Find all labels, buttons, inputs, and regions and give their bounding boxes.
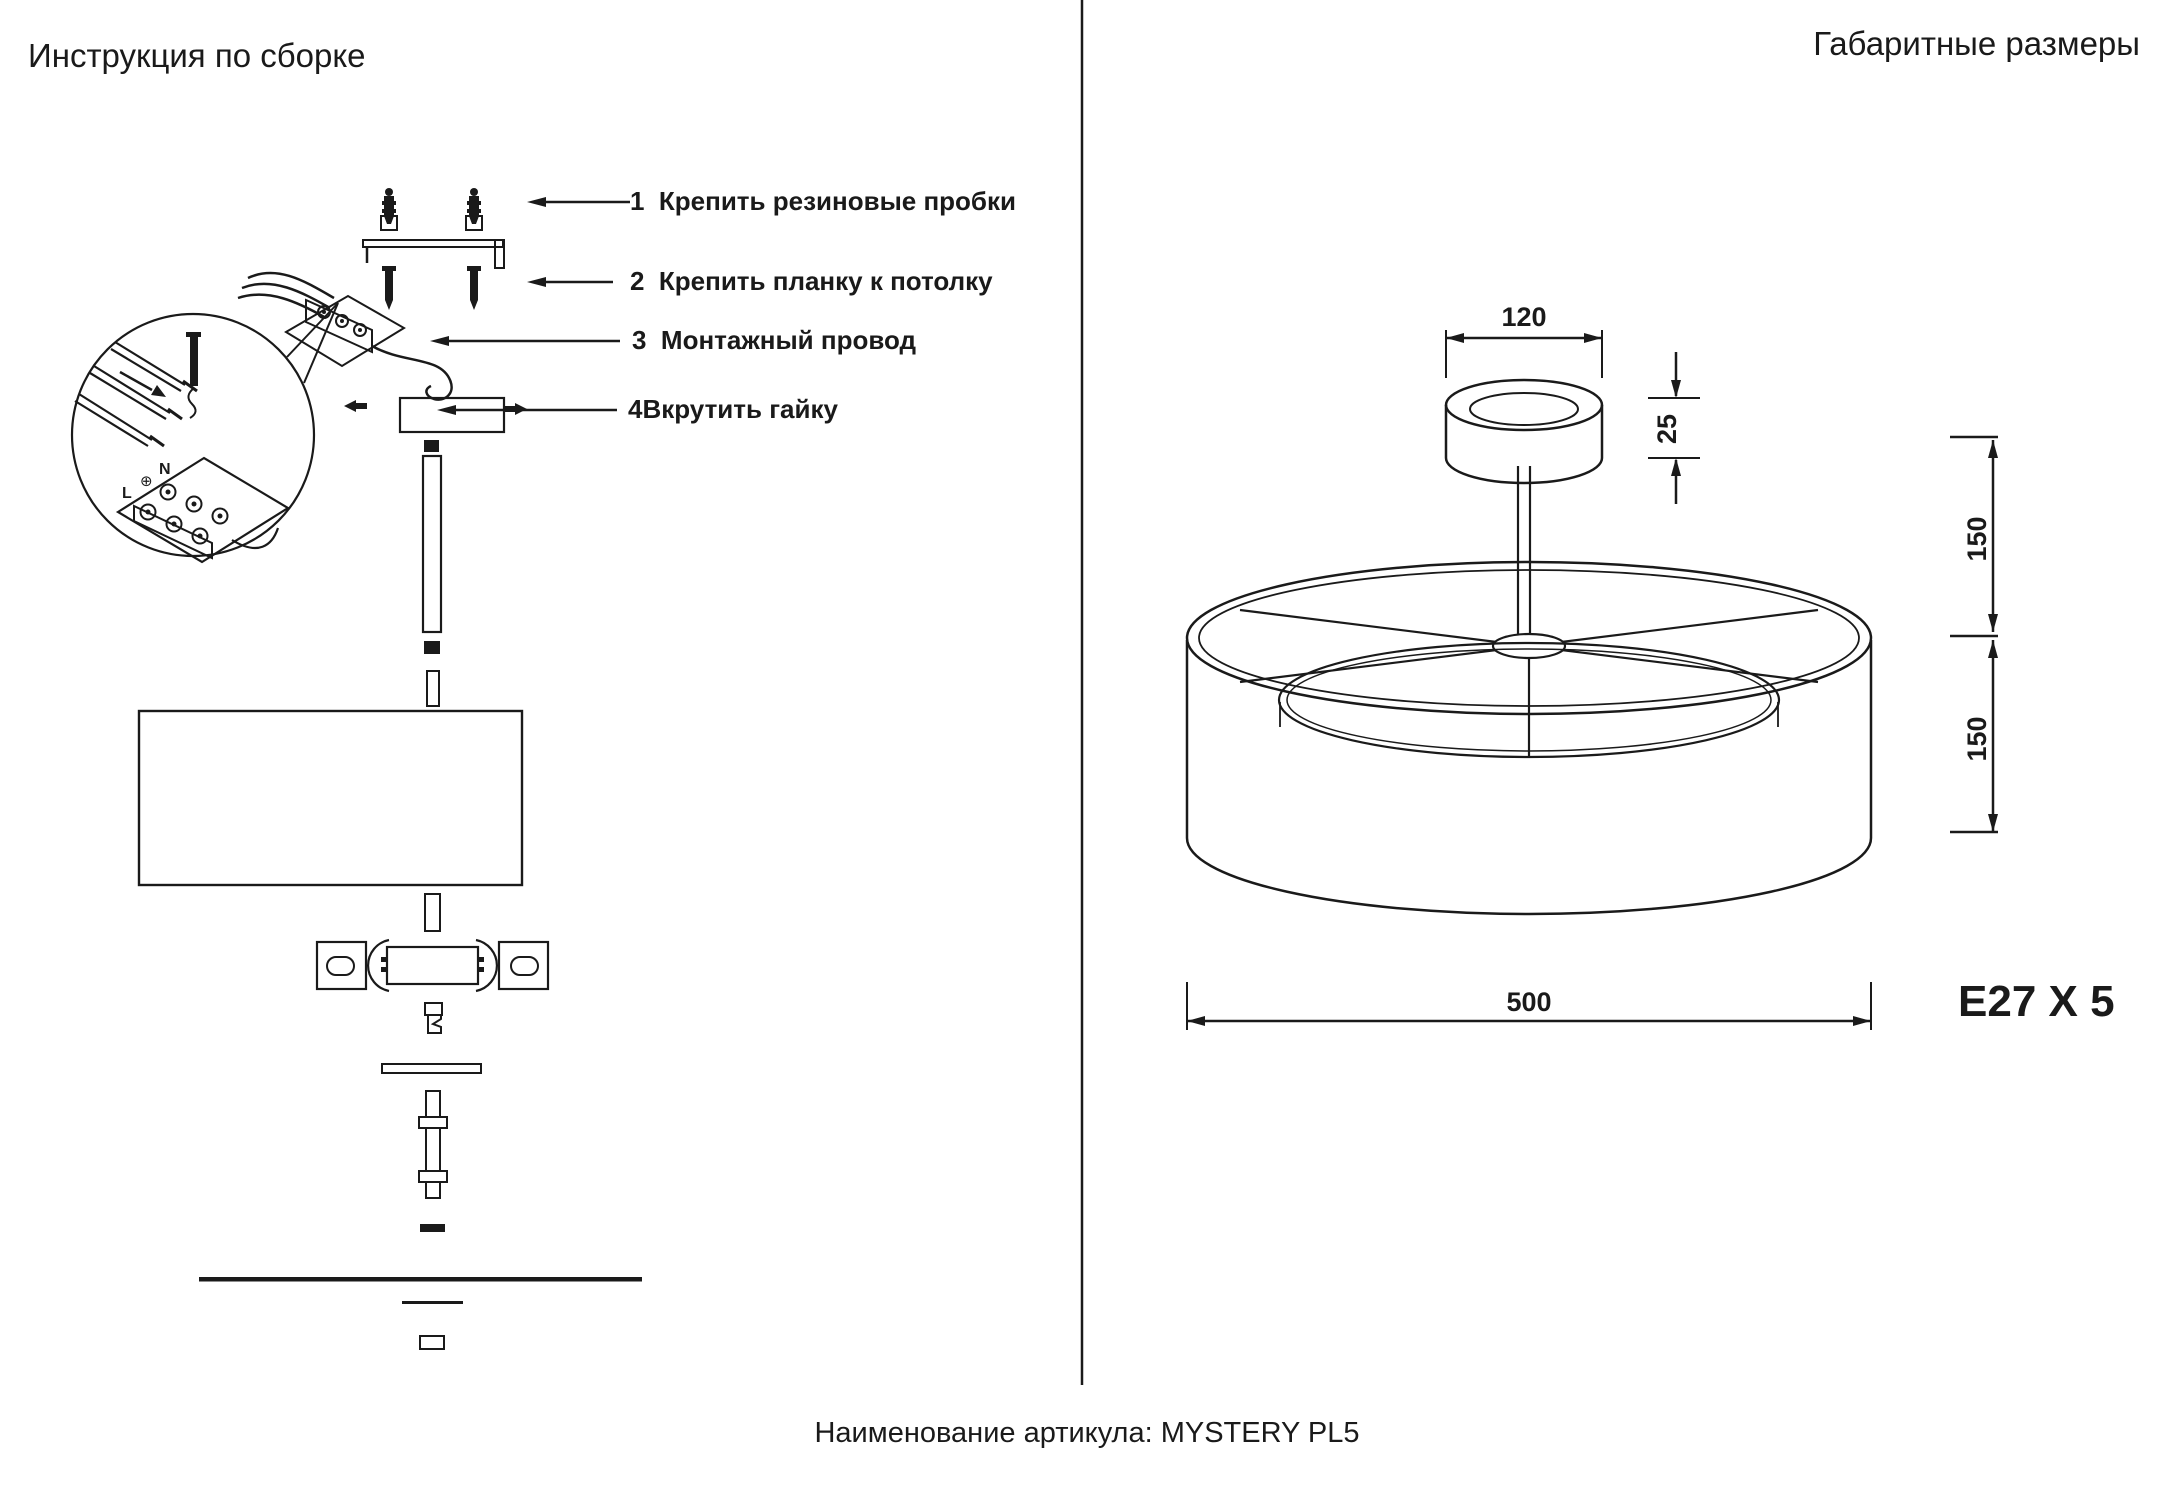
dim-label-25: 25 xyxy=(1652,413,1682,445)
supply-wires-terminal-block xyxy=(238,273,452,400)
dim-label-500: 500 xyxy=(1506,987,1552,1017)
callout-3-mounting-wire: 3 Монтажный провод xyxy=(632,325,917,355)
bulb-sockets-assembly xyxy=(317,894,548,991)
canopy xyxy=(1446,380,1602,483)
right-panel-title: Габаритные размеры xyxy=(1813,25,2140,62)
dim-label-150-upper: 150 xyxy=(1962,516,1992,562)
shade-panel xyxy=(139,711,522,885)
article-name-label: Наименование артикула: MYSTERY PL5 xyxy=(814,1417,1360,1449)
dim-label-120: 120 xyxy=(1501,302,1547,332)
stem xyxy=(1518,466,1530,642)
mounting-screws xyxy=(382,266,481,310)
socket-spec-label: E27 X 5 xyxy=(1958,977,2115,1026)
left-panel-title: Инструкция по сборке xyxy=(28,37,366,74)
callout-1-rubber-plugs: 1 Крепить резиновые пробки xyxy=(630,186,1016,216)
dim-canopy-width xyxy=(1446,330,1602,378)
mounting-bar xyxy=(363,240,504,268)
callout-4-screw-nut: 4Вкрутить гайку xyxy=(628,394,838,424)
callout-2-ceiling-bar: 2 Крепить планку к потолку xyxy=(630,266,993,296)
detail-bubble xyxy=(72,303,338,562)
callout-arrows xyxy=(430,197,630,415)
wall-plugs xyxy=(381,188,482,230)
terminal-label-earth: ⊕ xyxy=(140,473,153,490)
dim-label-150-lower: 150 xyxy=(1962,716,1992,762)
terminal-label-l: L xyxy=(122,485,132,502)
small-fastener-parts xyxy=(199,1003,642,1349)
canopy-plate xyxy=(344,398,527,432)
rod-stack xyxy=(423,440,441,706)
terminal-label-n: N xyxy=(159,461,171,478)
